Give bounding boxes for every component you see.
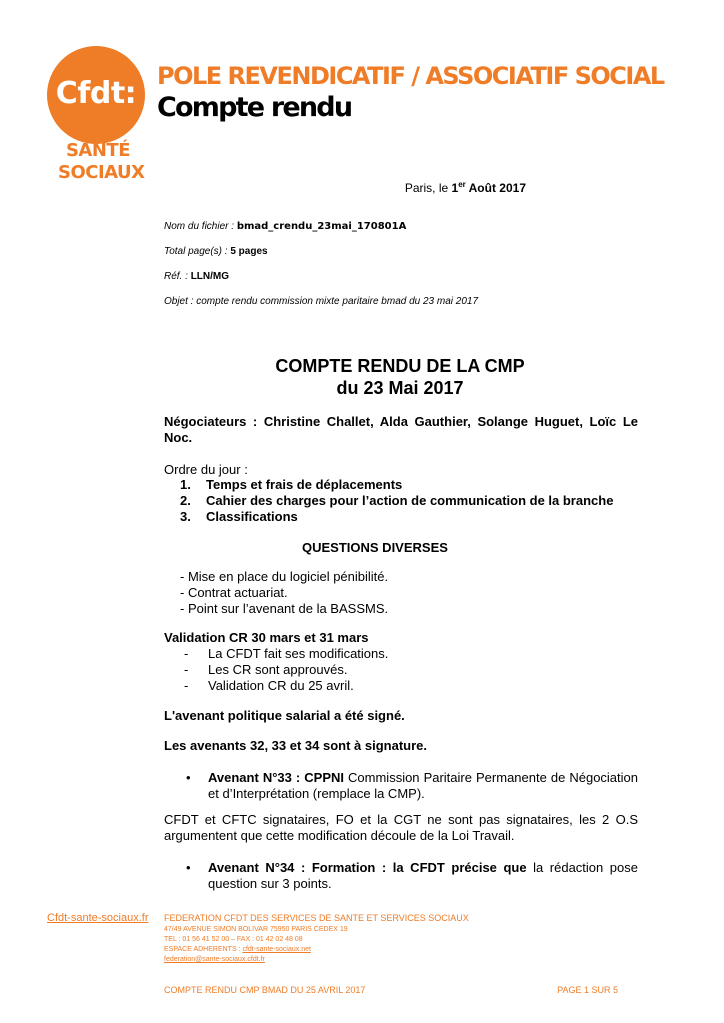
avenant34-bold: Avenant N°34 : Formation : la CFDT précise que bbox=[208, 860, 527, 875]
footer-email-link[interactable]: federation@sante-sociaux.cfdt.fr bbox=[164, 956, 265, 963]
header-subtitle: Compte rendu bbox=[157, 92, 352, 123]
para-signature: Les avenants 32, 33 et 34 sont à signature. bbox=[164, 738, 428, 753]
validation-item: - Les CR sont approuvés. bbox=[184, 662, 348, 677]
footer-espace bbox=[164, 946, 311, 953]
agenda-item bbox=[180, 477, 613, 493]
agenda-num: 3. bbox=[180, 509, 191, 524]
para-cfdt: CFDT et CFTC signataires, FO et la CGT ne sont pas signataires, les 2 O.S argumentent que cette modification découle de la Loi Travail. bbox=[164, 812, 638, 843]
footer-espace-label: ESPACE ADHERENTS : bbox=[164, 946, 243, 953]
meta-object: Objet : compte rendu commission mixte paritaire bmad du 23 mai 2017 bbox=[164, 296, 479, 307]
agenda-label: Ordre du jour : bbox=[164, 462, 248, 477]
meta-ref bbox=[164, 271, 229, 282]
meta-pages-label: Total page(s) : bbox=[164, 246, 231, 257]
agenda-num: 2. bbox=[180, 493, 191, 508]
date-day: 1 bbox=[451, 181, 459, 195]
avenant33-bold: Avenant N°33 : CPPNI bbox=[208, 770, 344, 785]
avenant34-rest: la rédaction pose question sur 3 points. bbox=[208, 860, 639, 891]
agenda-item bbox=[180, 509, 613, 525]
meta-ref-label: Réf. : bbox=[164, 271, 191, 282]
avenant33-rest: Commission Paritaire Permanente de Négociation et d’Interprétation (remplace la CMP). bbox=[208, 770, 638, 801]
footer-site-link[interactable]: Cfdt-sante-sociaux.fr bbox=[47, 912, 149, 924]
footer-espace-link[interactable]: cfdt-sante-sociaux.net bbox=[242, 946, 311, 953]
footer-org: FEDERATION CFDT DES SERVICES DE SANTE ET SERVICES SOCIAUX bbox=[164, 913, 469, 923]
agenda-num: 1. bbox=[180, 477, 191, 492]
questions-heading: QUESTIONS DIVERSES bbox=[302, 540, 448, 555]
doc-date-title: du 23 Mai 2017 bbox=[336, 378, 464, 398]
validation-text: Validation CR du 25 avril. bbox=[208, 678, 354, 693]
avenant34-item bbox=[164, 860, 638, 892]
date-sup: er bbox=[458, 180, 466, 189]
avenant33-item bbox=[164, 770, 638, 802]
validation-item: - Validation CR du 25 avril. bbox=[184, 678, 354, 693]
logo-subtitle bbox=[58, 140, 145, 184]
validation-text: Les CR sont approuvés. bbox=[208, 662, 348, 677]
logo-line1: SANTÉ bbox=[65, 140, 131, 161]
footer-email bbox=[164, 956, 265, 963]
footer-phone: TEL : 01 56 41 52 00 – FAX : 01 42 02 48 08 bbox=[164, 936, 303, 943]
question-item: - Contrat actuariat. bbox=[180, 585, 288, 600]
meta-file-label: Nom du fichier : bbox=[164, 221, 237, 232]
doc-title: COMPTE RENDU DE LA CMP bbox=[275, 356, 525, 376]
logo-text: Cfdt: bbox=[55, 76, 137, 111]
agenda-list bbox=[180, 477, 613, 525]
validation-list bbox=[184, 646, 388, 694]
date-line bbox=[405, 180, 526, 195]
meta-pages bbox=[164, 246, 268, 257]
avenant33-text bbox=[208, 770, 638, 802]
validation-item: - La CFDT fait ses modifications. bbox=[184, 646, 389, 661]
question-item: - Mise en place du logiciel pénibilité. bbox=[180, 569, 389, 584]
cfdt-logo bbox=[47, 46, 145, 144]
date-prefix: Paris, le bbox=[404, 181, 452, 195]
date-month-year: Août 2017 bbox=[465, 181, 526, 195]
agenda-text: Cahier des charges pour l’action de communication de la branche bbox=[206, 493, 614, 508]
agenda-item bbox=[180, 493, 613, 509]
footer-address: 47/49 AVENUE SIMON BOLIVAR 75950 PARIS CEDEX 19 bbox=[164, 926, 348, 933]
validation-text: La CFDT fait ses modifications. bbox=[208, 646, 389, 661]
meta-file bbox=[164, 221, 406, 232]
header-title: POLE REVENDICATIF / ASSOCIATIF SOCIAL bbox=[157, 62, 664, 90]
bullet-icon: • bbox=[186, 770, 191, 785]
logo-line2: SOCIAUX bbox=[58, 162, 145, 183]
para-signed: L'avenant politique salarial a été signé. bbox=[164, 708, 405, 723]
meta-ref-value: LLN/MG bbox=[190, 271, 230, 282]
meta-pages-value: 5 pages bbox=[230, 246, 268, 257]
questions-list bbox=[180, 569, 388, 617]
agenda-text: Temps et frais de déplacements bbox=[206, 477, 403, 492]
validation-heading: Validation CR 30 mars et 31 mars bbox=[164, 630, 369, 645]
agenda-text: Classifications bbox=[206, 509, 298, 524]
negotiators: Négociateurs : Christine Challet, Alda Gauthier, Solange Huguet, Loïc Le Noc. bbox=[164, 414, 638, 445]
meta-file-value: bmad_crendu_23mai_170801A bbox=[236, 221, 407, 232]
bullet-icon: • bbox=[186, 860, 191, 875]
footer-doc-title: COMPTE RENDU CMP BMAD DU 25 AVRIL 2017 bbox=[164, 985, 366, 995]
footer-page-number: PAGE 1 SUR 5 bbox=[557, 985, 618, 995]
question-item: - Point sur l’avenant de la BASSMS. bbox=[180, 601, 389, 616]
avenant34-text bbox=[208, 860, 638, 892]
